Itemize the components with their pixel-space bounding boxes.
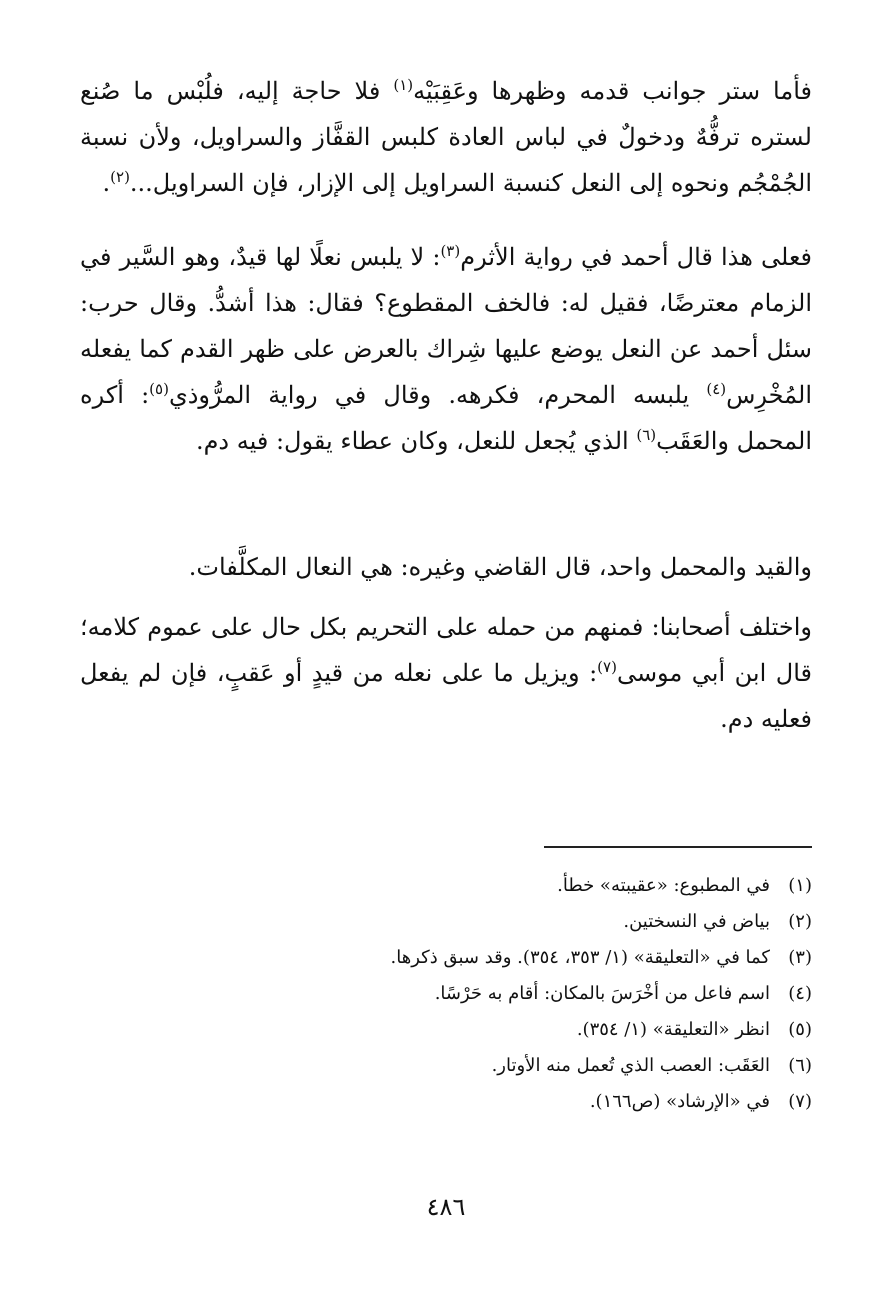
footnote-ref-1[interactable]: (١) <box>393 76 414 94</box>
footnote-6 <box>80 1048 812 1084</box>
footnote-4 <box>80 976 812 1012</box>
footnote-ref-4[interactable]: (٤) <box>706 380 727 398</box>
paragraph-4: واختلف أصحابنا: فمنهم من حمله على التحريم بكل حال على عموم كلامه؛ قال ابن أبي موسى$^{(٧)}$: ويزيل ما على نعله من قيدٍ أو عَقبٍ، فإن لم يفعل فعليه دم. <box>80 613 812 733</box>
footnote-separator <box>544 846 812 848</box>
footnote-number: (٧) <box>788 1091 812 1112</box>
footnote-5 <box>80 1012 812 1048</box>
footnote-ref-5[interactable]: (٥) <box>149 380 169 398</box>
footnote-ref-3[interactable]: (٣) <box>440 242 461 260</box>
footnote-number: (٤) <box>788 983 812 1004</box>
footnote-ref-7[interactable]: (٧) <box>597 658 617 676</box>
footnote-7 <box>80 1084 812 1120</box>
footnote-number: (٣) <box>788 947 812 968</box>
footnote-text: بياض في النسختين. <box>623 911 770 932</box>
paragraph-1: فأما ستر جوانب قدمه وظهرها وعَقِبَيْه$^{(١)}$ فلا حاجة إليه، فلُبْس ما صُنع لستره ترفُّهٌ ودخولٌ في لباس العادة كلبس القفَّاز والسراويل، ولأن نسبة الجُمْجُم ونحوه إلى النعل كنسبة السراويل إلى الإزار، فإن السراويل...$^{(٢)}$. <box>80 76 813 197</box>
paragraph-2: فعلى هذا قال أحمد في رواية الأثرم$^{(٣)}$: لا يلبس نعلًا لها قيدٌ، وهو السَّير في الزمام معترضًا، فقيل له: فالخف المقطوع؟ فقال: هذا أشدُّ. وقال حرب: سئل أحمد عن النعل يوضع عليها شِراك بالعرض على ظهر القدم كما يفعله المُخْرِس$^{(٤)}$ يلبسه المحرم، فكرهه. وقال في رواية المرُّوذي$^{(٥)}$: أكره المحمل والعَقَب$^{(٦)}$ الذي يُجعل للنعل، وكان عطاء يقول: فيه دم. <box>80 242 813 455</box>
footnote-text: كما في «التعليقة» (١/ ٣٥٣، ٣٥٤). وقد سبق ذكرها. <box>390 947 770 968</box>
footnote-number: (١) <box>788 875 812 896</box>
paragraph-3: والقيد والمحمل واحد، قال القاضي وغيره: هي النعال المكلَّفات. <box>188 553 812 581</box>
footnote-ref-2[interactable]: (٢) <box>110 168 130 186</box>
footnote-text: في المطبوع: «عقيبته» خطأ. <box>557 875 770 896</box>
footnote-text: في «الإرشاد» (ص١٦٦). <box>589 1091 770 1112</box>
footnote-number: (٦) <box>788 1055 812 1076</box>
footnote-text: اسم فاعل من أخْرَسَ بالمكان: أقام به حَرْسًا. <box>434 983 770 1004</box>
footnotes-list <box>80 868 812 1120</box>
document-page <box>80 68 812 1290</box>
footnote-number: (٢) <box>788 911 812 932</box>
footnote-text: العَقَب: العصب الذي تُعمل منه الأوتار. <box>491 1055 770 1076</box>
footnote-2 <box>80 904 812 940</box>
footnote-1 <box>80 868 812 904</box>
footnote-ref-6[interactable]: (٦) <box>636 426 657 444</box>
footnote-text: انظر «التعليقة» (١/ ٣٥٤). <box>576 1019 770 1040</box>
page-number: ٤٨٦ <box>426 1193 466 1221</box>
footnote-3 <box>80 940 812 976</box>
footnote-number: (٥) <box>788 1019 812 1040</box>
